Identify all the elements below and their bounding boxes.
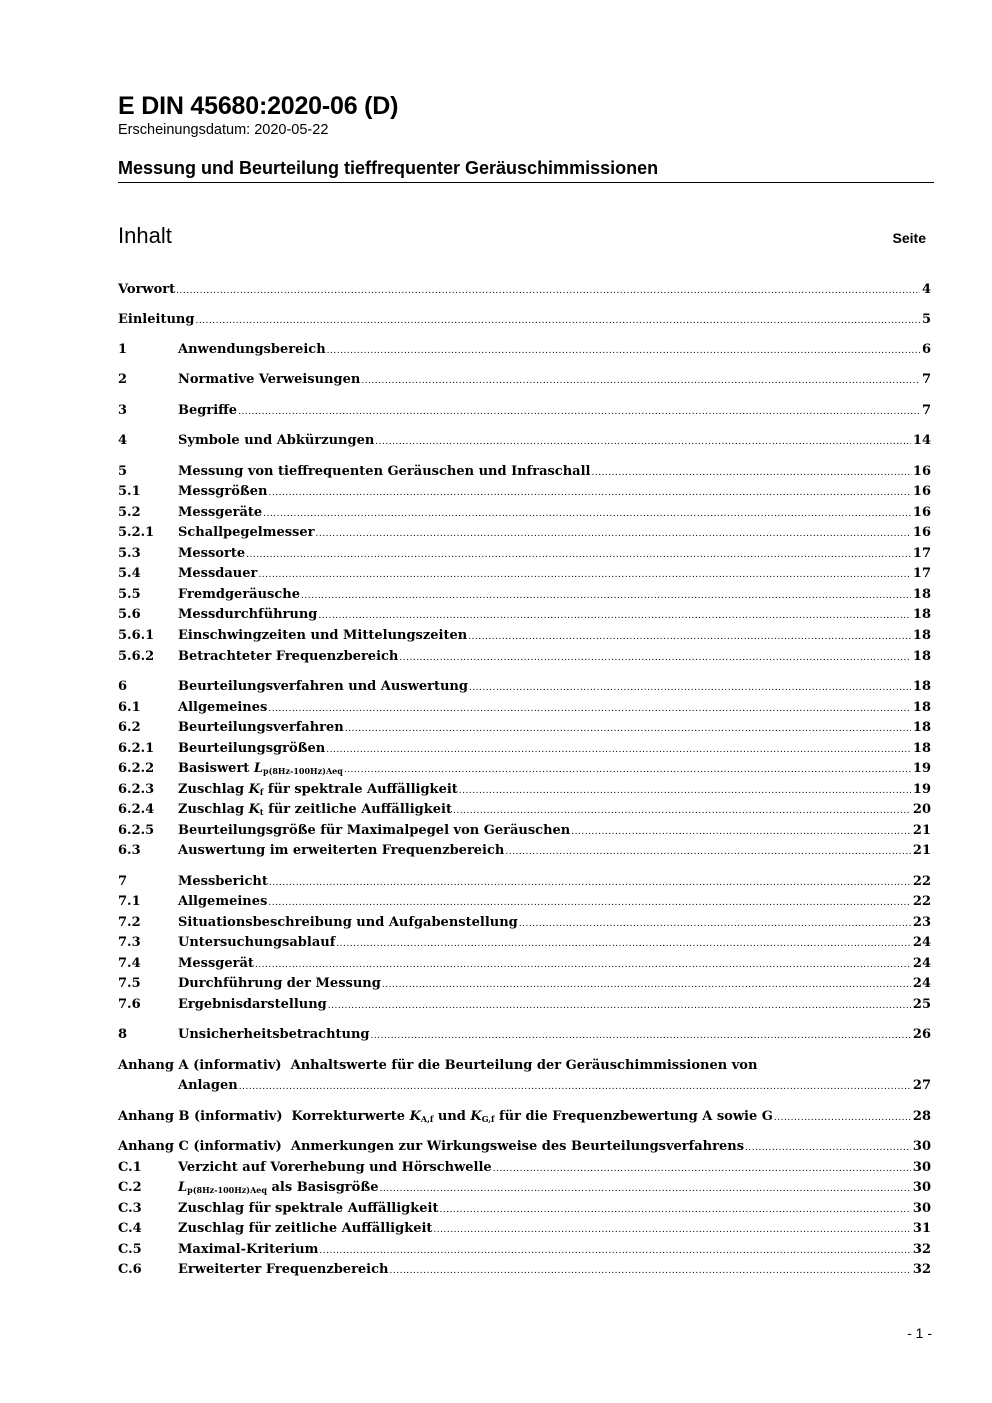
toc-entry[interactable] xyxy=(118,649,931,670)
toc-entry[interactable] xyxy=(118,1027,931,1048)
toc-symbol: K xyxy=(409,1109,421,1124)
toc-entry-page: 18 xyxy=(912,587,931,602)
toc-entry[interactable] xyxy=(118,802,931,823)
toc-entry-title xyxy=(178,525,315,540)
toc-entry[interactable] xyxy=(118,1262,931,1283)
toc-title-text: Fremdgeräusche xyxy=(178,587,301,602)
toc-entry-number: 3 xyxy=(118,403,128,418)
toc-title-text: Untersuchungsablauf xyxy=(178,935,336,950)
toc-entry-number: 6.2.4 xyxy=(118,802,155,817)
toc-entry-page: 27 xyxy=(912,1078,931,1093)
toc-entry[interactable] xyxy=(118,997,931,1018)
toc-entry-number: 6.2.5 xyxy=(118,823,155,838)
toc-dot-leader xyxy=(591,464,910,479)
toc-entry-number: 7.1 xyxy=(118,894,141,909)
toc-dot-leader xyxy=(379,1180,910,1195)
toc-entry[interactable] xyxy=(118,525,931,546)
toc-entry[interactable] xyxy=(118,1221,931,1242)
toc-title-text: Allgemeines xyxy=(178,894,268,909)
toc-entry[interactable] xyxy=(118,976,931,997)
toc-entry-title xyxy=(178,628,467,643)
toc-title-text: Anlagen xyxy=(178,1078,238,1093)
toc-entry-page: 28 xyxy=(912,1109,931,1124)
toc-dot-leader xyxy=(453,802,911,817)
toc-dot-leader xyxy=(316,525,911,540)
toc-entry-number: 5.2.1 xyxy=(118,525,155,540)
toc-entry-page: 30 xyxy=(912,1139,931,1154)
toc-symbol: L xyxy=(253,761,263,776)
toc-entry[interactable] xyxy=(118,679,931,700)
toc-entry-number: 1 xyxy=(118,342,128,357)
toc-entry-title xyxy=(178,823,570,838)
toc-entry[interactable] xyxy=(118,464,931,485)
toc-dot-leader xyxy=(195,312,920,327)
toc-title-text: Messorte xyxy=(178,546,246,561)
toc-entry-page: 30 xyxy=(912,1160,931,1175)
toc-symbol: K xyxy=(248,802,260,817)
toc-entry[interactable] xyxy=(118,1242,931,1263)
toc-entry-page: 18 xyxy=(912,720,931,735)
toc-title-text: Verzicht auf Vorerhebung und Hörschwelle xyxy=(178,1160,492,1175)
toc-entry[interactable] xyxy=(118,894,931,915)
toc-entry[interactable] xyxy=(118,1160,931,1181)
toc-symbol-subscript: p(8Hz-100Hz)Aeq xyxy=(262,766,343,776)
toc-title-text: Normative Verweisungen xyxy=(178,372,361,387)
toc-entry-page: 30 xyxy=(912,1180,931,1195)
toc-entry-number: 8 xyxy=(118,1027,128,1042)
toc-entry-number: C.4 xyxy=(118,1221,142,1236)
toc-title-text: Messung von tieffrequenten Geräuschen und Infraschall xyxy=(178,464,591,479)
toc-entry[interactable] xyxy=(118,741,931,762)
toc-entry-title xyxy=(118,1139,744,1154)
toc-title-text: Maximal-Kriterium xyxy=(178,1242,319,1257)
toc-entry-number: 6.2.3 xyxy=(118,782,155,797)
toc-entry-page: 19 xyxy=(912,782,931,797)
toc-entry-number: 4 xyxy=(118,433,128,448)
toc-dot-leader xyxy=(382,976,911,991)
toc-entry-page: 16 xyxy=(912,464,931,479)
toc-entry-page: 24 xyxy=(912,956,931,971)
toc-dot-leader xyxy=(371,1027,911,1042)
toc-entry-title xyxy=(178,342,326,357)
toc-entry[interactable] xyxy=(118,1201,931,1222)
toc-page-label: Seite xyxy=(892,230,926,246)
toc-entry-number: 5 xyxy=(118,464,128,479)
toc-title-text: Zuschlag xyxy=(178,782,249,797)
toc-entry-number: 6.2.1 xyxy=(118,741,155,756)
toc-title-text: als Basisgröße xyxy=(266,1180,379,1195)
toc-title-text: Beurteilungsverfahren und Auswertung xyxy=(178,679,468,694)
toc-entry-page: 16 xyxy=(912,505,931,520)
toc-symbol: K xyxy=(470,1109,482,1124)
toc-dot-leader xyxy=(344,761,911,776)
toc-entry-title xyxy=(178,433,374,448)
toc-title-text: Auswertung im erweiterten Frequenzbereich xyxy=(178,843,505,858)
toc-entry[interactable] xyxy=(178,1078,931,1099)
toc-entry-title xyxy=(178,1160,492,1175)
toc-entry-title xyxy=(178,761,343,776)
toc-entry-number: 7.3 xyxy=(118,935,141,950)
toc-entry-number: 6.3 xyxy=(118,843,141,858)
toc-entry[interactable] xyxy=(118,1180,931,1201)
toc-entry-number: 5.6.1 xyxy=(118,628,155,643)
toc-entry[interactable] xyxy=(118,843,931,864)
toc-entry[interactable] xyxy=(118,1058,931,1079)
toc-entry-number: 7.2 xyxy=(118,915,141,930)
toc-entry-title xyxy=(178,1262,389,1277)
toc-entry-title xyxy=(178,607,317,622)
toc-entry-page: 5 xyxy=(921,312,931,327)
toc-entry-title xyxy=(178,956,254,971)
page-number: - 1 - xyxy=(907,1325,932,1341)
toc-entry-title xyxy=(178,649,398,664)
toc-entry-number: 5.5 xyxy=(118,587,141,602)
toc-entry-number: C.3 xyxy=(118,1201,142,1216)
toc-dot-leader xyxy=(571,823,911,838)
toc-title-text: Anhang A (informativ) Anhaltswerte für die Beurteilung der Geräuschimmissionen von xyxy=(118,1058,758,1073)
toc-title-text: Basiswert xyxy=(178,761,254,776)
toc-entry[interactable] xyxy=(118,505,931,526)
toc-entry-page: 32 xyxy=(912,1262,931,1277)
toc-dot-leader xyxy=(468,628,911,643)
toc-entry-page: 32 xyxy=(912,1242,931,1257)
toc-entry-page: 16 xyxy=(912,525,931,540)
toc-dot-leader xyxy=(399,649,911,664)
toc-entry[interactable] xyxy=(118,433,931,454)
toc-entry[interactable] xyxy=(118,700,931,721)
toc-entry-page: 6 xyxy=(921,342,931,357)
toc-entry-title xyxy=(178,464,590,479)
toc-dot-leader xyxy=(269,484,911,499)
toc-title-text: Messgrößen xyxy=(178,484,268,499)
toc-dot-leader xyxy=(258,566,911,581)
publication-date: Erscheinungsdatum: 2020-05-22 xyxy=(118,122,329,138)
toc-title-text: Durchführung der Messung xyxy=(178,976,381,991)
toc-dot-leader xyxy=(375,433,911,448)
toc-entry-title xyxy=(178,843,504,858)
toc-entry[interactable] xyxy=(118,546,931,567)
toc-entry-page: 21 xyxy=(912,843,931,858)
toc-dot-leader xyxy=(459,782,911,797)
toc-entry[interactable] xyxy=(118,720,931,741)
toc-entry-page: 7 xyxy=(921,372,931,387)
toc-entry[interactable] xyxy=(118,403,931,424)
toc-entry-title xyxy=(178,403,237,418)
toc-dot-leader xyxy=(433,1221,910,1236)
toc-entry-page: 22 xyxy=(912,874,931,889)
toc-entry-title xyxy=(178,505,262,520)
toc-entry[interactable] xyxy=(118,607,931,628)
toc-dot-leader xyxy=(745,1139,911,1154)
toc-symbol-subscript: f xyxy=(259,787,264,797)
toc-entry-page: 14 xyxy=(912,433,931,448)
toc-entry[interactable] xyxy=(118,761,931,782)
toc-entry[interactable] xyxy=(118,484,931,505)
toc-entry-title xyxy=(178,741,325,756)
toc-title-text: Unsicherheitsbetrachtung xyxy=(178,1027,370,1042)
toc-entry-page: 16 xyxy=(912,484,931,499)
toc-entry-page: 30 xyxy=(912,1201,931,1216)
toc-symbol-subscript: A,f xyxy=(420,1114,434,1124)
toc-title-text: Beurteilungsgrößen xyxy=(178,741,326,756)
toc-title-text: Zuschlag xyxy=(178,802,249,817)
toc-dot-leader xyxy=(469,679,911,694)
toc-entry-title xyxy=(178,976,381,991)
toc-title-text: für die Frequenzbewertung A sowie G xyxy=(494,1109,773,1124)
toc-title-text: für spektrale Auffälligkeit xyxy=(263,782,458,797)
toc-symbol-subscript: G,f xyxy=(481,1114,495,1124)
toc-entry-number: 7.6 xyxy=(118,997,141,1012)
toc-symbol-subscript: t xyxy=(259,807,264,817)
toc-dot-leader xyxy=(246,546,911,561)
toc-entry-title xyxy=(118,312,194,327)
toc-entry-page: 31 xyxy=(912,1221,931,1236)
document-id: E DIN 45680:2020-06 (D) xyxy=(118,92,399,120)
toc-entry[interactable] xyxy=(118,628,931,649)
toc-entry-page: 18 xyxy=(912,700,931,715)
toc-entry-title xyxy=(118,1058,757,1073)
toc-entry-page: 21 xyxy=(912,823,931,838)
toc-entry-page: 18 xyxy=(912,679,931,694)
toc-entry-title xyxy=(178,484,268,499)
toc-entry-title xyxy=(178,935,335,950)
toc-dot-leader xyxy=(263,505,911,520)
toc-title-text: und xyxy=(433,1109,471,1124)
toc-title-text: Erweiterter Frequenzbereich xyxy=(178,1262,389,1277)
toc-title-text: Messdauer xyxy=(178,566,258,581)
toc-dot-leader xyxy=(390,1262,911,1277)
toc-title-text: Einschwingzeiten und Mittelungszeiten xyxy=(178,628,468,643)
toc-dot-leader xyxy=(327,342,920,357)
toc-title-text: Ergebnisdarstellung xyxy=(178,997,327,1012)
toc-dot-leader xyxy=(493,1160,911,1175)
toc-entry-page: 17 xyxy=(912,546,931,561)
toc-dot-leader xyxy=(519,915,911,930)
toc-title-text: Zuschlag für zeitliche Auffälligkeit xyxy=(178,1221,433,1236)
toc-dot-leader xyxy=(176,282,920,297)
toc-dot-leader xyxy=(239,1078,911,1093)
toc-entry-title xyxy=(178,700,267,715)
toc-entry-title xyxy=(178,1078,238,1093)
toc-entry-page: 18 xyxy=(912,607,931,622)
toc-entry-title xyxy=(178,1242,318,1257)
toc-entry[interactable] xyxy=(118,874,931,895)
toc-dot-leader xyxy=(238,403,920,418)
toc-entry-title xyxy=(178,546,245,561)
toc-title-text: Zuschlag für spektrale Auffälligkeit xyxy=(178,1201,439,1216)
toc-dot-leader xyxy=(319,1242,911,1257)
toc-entry-number: 5.3 xyxy=(118,546,141,561)
toc-dot-leader xyxy=(269,874,911,889)
toc-entry[interactable] xyxy=(118,782,931,803)
toc-title-text: Anhang B (informativ) Korrekturwerte xyxy=(118,1109,410,1124)
toc-title-text: Vorwort xyxy=(118,282,176,297)
toc-entry-number: 7 xyxy=(118,874,128,889)
toc-title-text: für zeitliche Auffälligkeit xyxy=(263,802,452,817)
toc-entry[interactable] xyxy=(118,956,931,977)
toc-dot-leader xyxy=(505,843,911,858)
toc-dot-leader xyxy=(268,700,911,715)
toc-entry-title xyxy=(178,566,257,581)
toc-entry-number: 6.1 xyxy=(118,700,141,715)
toc-entry-title xyxy=(178,720,344,735)
toc-title-text: Beurteilungsgröße für Maximalpegel von Geräuschen xyxy=(178,823,571,838)
toc-entry[interactable] xyxy=(118,342,931,363)
toc-entry-page: 24 xyxy=(912,976,931,991)
toc-title-text: Situationsbeschreibung und Aufgabenstellung xyxy=(178,915,518,930)
toc-entry-page: 23 xyxy=(912,915,931,930)
toc-title-text: Messbericht xyxy=(178,874,268,889)
toc-symbol-subscript: p(8Hz-100Hz)Aeq xyxy=(187,1185,267,1195)
toc-title-text: Symbole und Abkürzungen xyxy=(178,433,375,448)
toc-entry-title xyxy=(178,1201,438,1216)
toc-entry-title xyxy=(178,1027,370,1042)
toc-entry-number: 5.6 xyxy=(118,607,141,622)
toc-entry-number: C.2 xyxy=(118,1180,142,1195)
toc-entry-number: 7.4 xyxy=(118,956,141,971)
toc-entry-page: 20 xyxy=(912,802,931,817)
toc-entry-title xyxy=(118,282,175,297)
toc-entry[interactable] xyxy=(118,312,931,333)
toc-title-text: Anwendungsbereich xyxy=(178,342,326,357)
toc-title-text: Beurteilungsverfahren xyxy=(178,720,344,735)
toc-entry-title xyxy=(118,1109,773,1124)
toc-entry[interactable] xyxy=(118,566,931,587)
toc-title-text: Allgemeines xyxy=(178,700,268,715)
toc-entry-title xyxy=(178,372,360,387)
toc-entry-page: 4 xyxy=(921,282,931,297)
toc-entry-page: 22 xyxy=(912,894,931,909)
toc-dot-leader xyxy=(361,372,920,387)
toc-entry-number: C.5 xyxy=(118,1242,142,1257)
toc-entry-number: C.6 xyxy=(118,1262,142,1277)
toc-entry[interactable] xyxy=(118,915,931,936)
toc-entry-number: 6.2.2 xyxy=(118,761,155,776)
toc-entry[interactable] xyxy=(118,823,931,844)
toc-dot-leader xyxy=(345,720,911,735)
toc-dot-leader xyxy=(439,1201,910,1216)
toc-symbol: L xyxy=(178,1180,188,1195)
toc-entry-page: 26 xyxy=(912,1027,931,1042)
toc-entry-number: 5.2 xyxy=(118,505,141,520)
toc-title-text: Anhang C (informativ) Anmerkungen zur Wirkungsweise des Beurteilungsverfahrens xyxy=(118,1139,745,1154)
toc-entry-number: 5.4 xyxy=(118,566,141,581)
toc-entry-page: 7 xyxy=(921,403,931,418)
toc-entry-number: 5.6.2 xyxy=(118,649,155,664)
toc-entry[interactable] xyxy=(118,372,931,393)
toc-title-text: Einleitung xyxy=(118,312,195,327)
toc-title-text: Schallpegelmesser xyxy=(178,525,315,540)
toc-entry-page: 18 xyxy=(912,649,931,664)
toc-entry-page: 25 xyxy=(912,997,931,1012)
toc-dot-leader xyxy=(774,1109,911,1124)
toc-symbol: K xyxy=(248,782,260,797)
toc-entry-page: 17 xyxy=(912,566,931,581)
toc-entry-title xyxy=(178,679,468,694)
toc-entry-title xyxy=(178,587,300,602)
toc-dot-leader xyxy=(255,956,911,971)
toc-entry-title xyxy=(178,802,452,817)
toc-entry-number: 6 xyxy=(118,679,128,694)
toc-heading: Inhalt xyxy=(118,223,172,248)
toc-dot-leader xyxy=(328,997,911,1012)
toc-entry[interactable] xyxy=(118,1109,931,1130)
toc-entry-title xyxy=(178,1221,432,1236)
toc-entry[interactable] xyxy=(118,1139,931,1160)
toc-title-text: Messdurchführung xyxy=(178,607,318,622)
toc-entry-number: 2 xyxy=(118,372,128,387)
toc-dot-leader xyxy=(318,607,911,622)
toc-entry-page: 19 xyxy=(912,761,931,776)
toc-entry-title xyxy=(178,874,268,889)
toc-entry[interactable] xyxy=(118,282,931,303)
toc-dot-leader xyxy=(336,935,911,950)
toc-title-text: Messgerät xyxy=(178,956,254,971)
toc-entry-number: C.1 xyxy=(118,1160,142,1175)
toc-entry-title xyxy=(178,915,518,930)
toc-entry-title xyxy=(178,1180,378,1195)
toc-entry-title xyxy=(178,997,327,1012)
toc-title-text: Messgeräte xyxy=(178,505,263,520)
toc-entry-title xyxy=(178,894,267,909)
document-title: Messung und Beurteilung tieffrequenter Geräuschimmissionen xyxy=(118,158,659,178)
toc-title-text: Begriffe xyxy=(178,403,238,418)
toc-entry[interactable] xyxy=(118,935,931,956)
toc-entry-page: 18 xyxy=(912,628,931,643)
toc-entry-number: 6.2 xyxy=(118,720,141,735)
toc-dot-leader xyxy=(268,894,911,909)
toc-entry-number: 7.5 xyxy=(118,976,141,991)
toc-entry-title xyxy=(178,782,458,797)
toc-dot-leader xyxy=(326,741,911,756)
toc-entry-number: 5.1 xyxy=(118,484,141,499)
toc-entry-page: 24 xyxy=(912,935,931,950)
toc-entry-page: 18 xyxy=(912,741,931,756)
toc-entry[interactable] xyxy=(118,587,931,608)
toc-dot-leader xyxy=(301,587,911,602)
toc-title-text: Betrachteter Frequenzbereich xyxy=(178,649,399,664)
